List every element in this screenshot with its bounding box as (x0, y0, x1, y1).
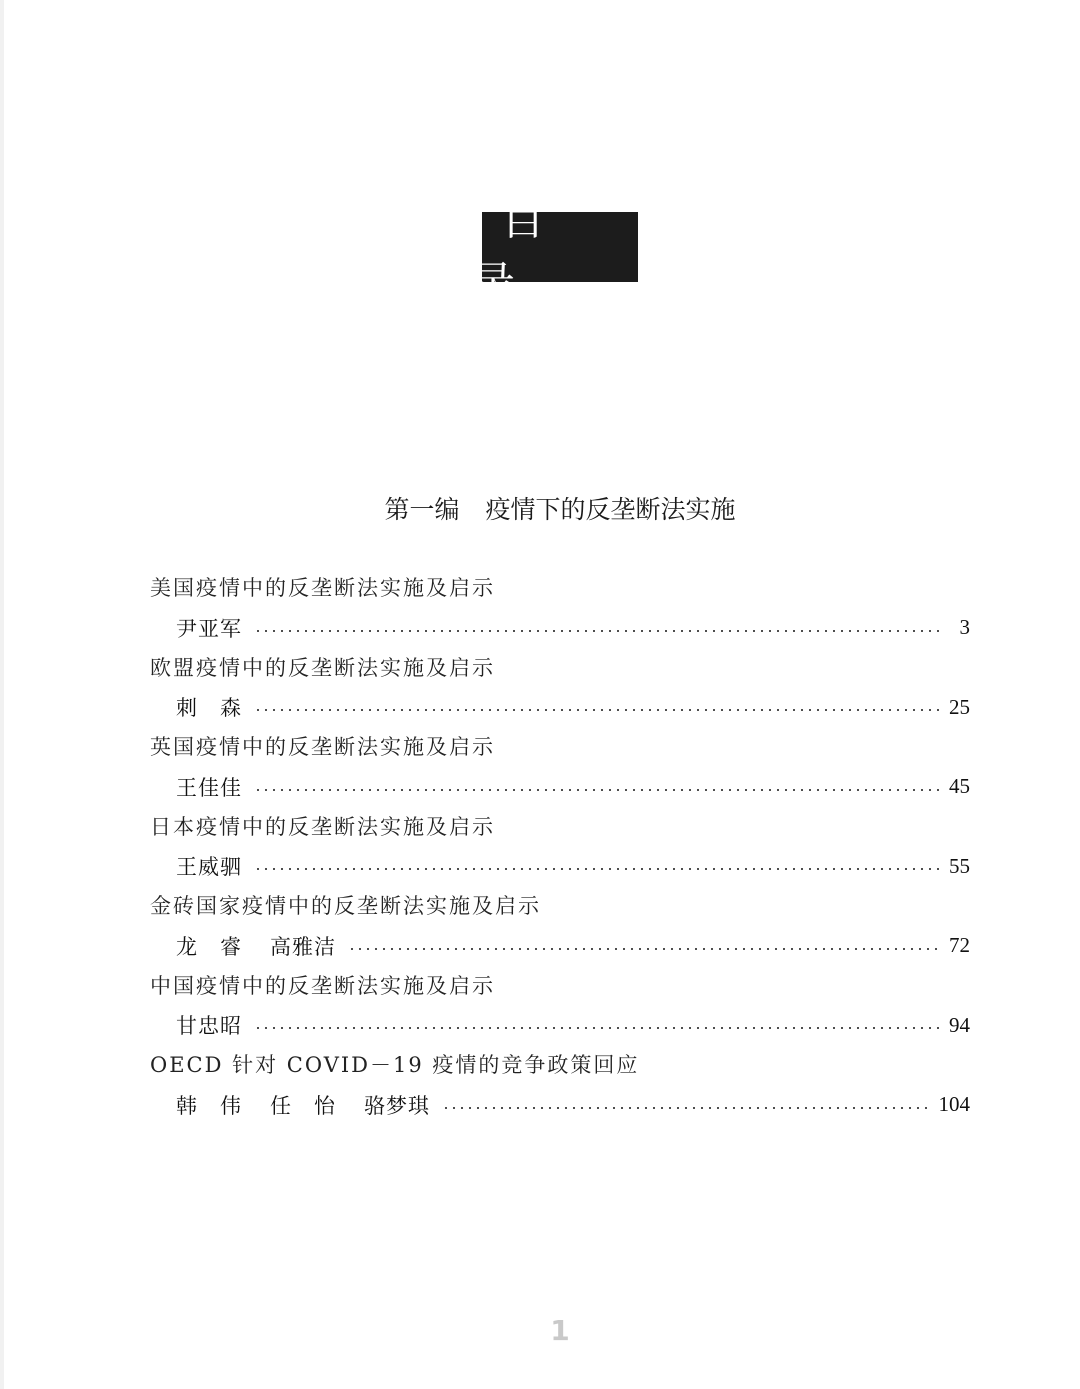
entry-authors (176, 613, 242, 643)
author-name: 龙 睿 (176, 934, 242, 959)
entry-line (150, 926, 970, 966)
entry-authors (176, 1010, 242, 1040)
entry-line (150, 1085, 970, 1125)
entry-title[interactable]: OECD 针对 COVID－19 疫情的竞争政策回应 (150, 1053, 640, 1077)
entry-page-number: 104 (938, 1092, 970, 1117)
entry-title[interactable]: 欧盟疫情中的反垄断法实施及启示 (150, 655, 495, 680)
entry-page-number: 25 (949, 694, 970, 719)
section-title (0, 490, 1080, 526)
entry-title[interactable]: 英国疫情中的反垄断法实施及启示 (150, 735, 495, 759)
author-name: 高雅洁 (270, 934, 336, 959)
entry-line (150, 1006, 970, 1046)
toc-heading: 目 录 (471, 194, 649, 309)
toc-entry[interactable] (150, 1045, 970, 1125)
entry-page-number: 55 (949, 853, 970, 878)
toc-entry[interactable] (150, 807, 970, 887)
page-edge (0, 0, 4, 1389)
entry-line (150, 688, 970, 728)
dot-leader (254, 868, 939, 870)
toc-entry[interactable] (150, 568, 970, 648)
section-name: 疫情下的反垄断法实施 (485, 495, 736, 524)
author-name: 任 怡 (270, 1093, 336, 1118)
toc-entry[interactable] (150, 886, 970, 966)
entry-title[interactable]: 金砖国家疫情中的反垄断法实施及启示 (150, 894, 541, 918)
entry-line (150, 608, 970, 648)
section-label: 第一编 (384, 495, 460, 524)
author-name: 刺 森 (176, 696, 242, 721)
entry-title[interactable]: 中国疫情中的反垄断法实施及启示 (150, 973, 495, 998)
entry-line (150, 767, 970, 807)
entry-page-number: 45 (949, 774, 970, 799)
entry-authors (176, 851, 242, 881)
dot-leader (254, 1027, 939, 1029)
author-name: 王佳佳 (176, 775, 242, 800)
toc-entry[interactable] (150, 648, 970, 728)
author-name: 韩 伟 (176, 1093, 242, 1118)
dot-leader (348, 948, 939, 950)
dot-leader (442, 1107, 929, 1109)
toc-entry[interactable] (150, 966, 970, 1046)
entry-page-number: 72 (949, 933, 970, 958)
dot-leader (254, 789, 939, 791)
toc-list (150, 568, 970, 1125)
author-name: 尹亚军 (176, 616, 242, 641)
dot-leader (254, 630, 944, 632)
toc-entry[interactable] (150, 727, 970, 807)
entry-page-number: 3 (959, 615, 970, 640)
dot-leader (254, 709, 939, 711)
entry-authors (176, 692, 242, 722)
entry-authors (176, 931, 336, 961)
author-name: 骆梦琪 (364, 1093, 430, 1118)
entry-line (150, 847, 970, 887)
entry-authors (176, 1090, 430, 1120)
author-name: 甘忠昭 (176, 1014, 242, 1039)
entry-page-number: 94 (949, 1012, 970, 1037)
footer-page-number: 1 (550, 1314, 570, 1347)
entry-title[interactable]: 日本疫情中的反垄断法实施及启示 (150, 814, 495, 839)
entry-title[interactable]: 美国疫情中的反垄断法实施及启示 (150, 576, 495, 600)
author-name: 王威驷 (176, 855, 242, 880)
entry-authors (176, 772, 242, 802)
